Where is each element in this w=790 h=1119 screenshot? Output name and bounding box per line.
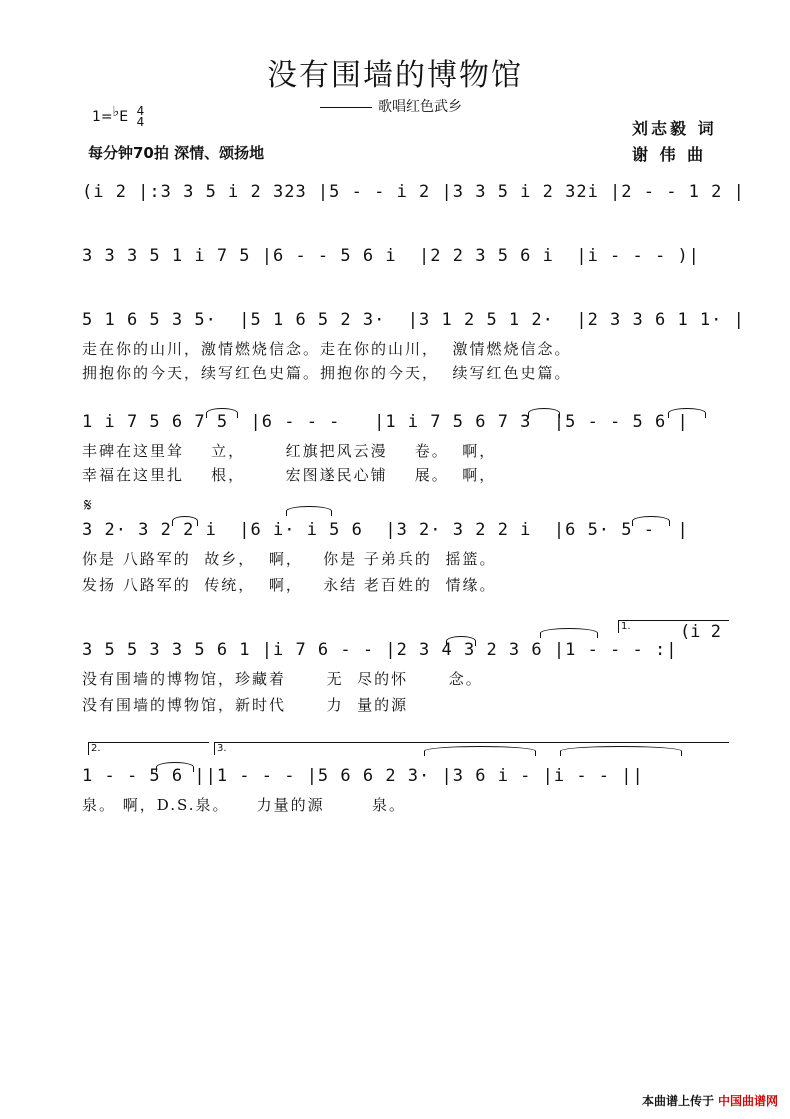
slur	[668, 408, 706, 418]
lyric-line-3b: 拥抱你的今天，续写红色史篇。拥抱你的今天， 续写红色史篇。	[82, 364, 572, 382]
notation-line-3: 5 1 6 5 3 5· |5 1 6 5 2 3· |3 1 2 5 1 2· |2 3 3 6 1 1· |	[82, 310, 745, 330]
key-signature	[92, 106, 144, 128]
slur	[632, 516, 670, 526]
lyric-line-4a: 丰碑在这里耸 立， 红旗把风云漫 卷。 啊，	[82, 442, 497, 460]
slur	[172, 516, 198, 526]
footer-text: 本曲谱上传于	[641, 1094, 714, 1108]
notation-line-4: 1 i 7 5 6 7 5 |6 - - - |1 i 7 5 6 7 3 |5 - - 5 6 |	[82, 412, 689, 432]
meter-bottom: 4	[136, 115, 145, 129]
slur	[424, 746, 536, 756]
subtitle	[320, 96, 462, 116]
volta-2	[88, 742, 209, 755]
slur	[528, 408, 560, 418]
segno-icon: 𝄋	[84, 495, 92, 516]
meter-top: 4	[136, 104, 145, 118]
repeat-pickup: (i 2	[680, 622, 721, 642]
slur	[560, 746, 682, 756]
lyricist-credit: 刘志毅 词	[632, 119, 717, 138]
lyric-line-7a: 泉。 啊，D.S.泉。 力量的源 泉。	[82, 796, 406, 814]
key-prefix: 1=	[92, 109, 113, 125]
notation-line-5: 3 2· 3 2 2 i |6 i· i 5 6 |3 2· 3 2 2 i |6 5· 5 - |	[82, 520, 689, 540]
flat-icon: ♭	[112, 104, 120, 120]
lyric-line-3a: 走在你的山川，激情燃烧信念。走在你的山川， 激情燃烧信念。	[82, 340, 572, 358]
slur	[540, 628, 598, 638]
notation-line-7: 1 - - 5 6 ||1 - - - |5 6 6 2 3· |3 6 i - |i - - ||	[82, 766, 644, 786]
tempo-marking: 每分钟70拍 深情、颂扬地	[88, 144, 265, 162]
volta-3-label: 3.	[217, 743, 227, 754]
footer	[642, 1092, 778, 1109]
lyric-line-6b: 没有围墙的博物馆，新时代 力 量的源	[82, 696, 409, 714]
notation-line-1: (i 2 |:3 3 5 i 2 323 |5 - - i 2 |3 3 5 i 2 32i |2 - - 1 2 |	[82, 182, 745, 202]
notation-line-2: 3 3 3 5 1 i 7 5 |6 - - 5 6 i |2 2 3 5 6 i |i - - - )|	[82, 246, 700, 266]
subtitle-dash	[320, 107, 372, 108]
volta-2-label: 2.	[91, 743, 101, 754]
song-title: 没有围墙的博物馆	[267, 58, 523, 93]
slur	[156, 762, 194, 772]
lyric-line-5a: 你是 八路军的 故乡， 啊， 你是 子弟兵的 摇篮。	[82, 550, 497, 568]
lyric-line-6a: 没有围墙的博物馆，珍藏着 无 尽的怀 念。	[82, 670, 483, 688]
site-logo[interactable]: 中国曲谱网	[717, 1094, 778, 1108]
slur	[206, 408, 238, 418]
slur	[286, 506, 332, 516]
composer-credit: 谢 伟 曲	[632, 145, 707, 164]
slur	[446, 636, 476, 646]
time-signature	[137, 106, 145, 128]
subtitle-text: 歌唱红色武乡	[378, 99, 462, 115]
lyric-line-4b: 幸福在这里扎 根， 宏图遂民心铺 展。 啊，	[82, 466, 497, 484]
volta-1-label: 1.	[621, 621, 631, 632]
notation-line-6: 3 5 5 3 3 5 6 1 |i 7 6 - - |2 3 4 3 2 3 6 |1 - - - :|	[82, 640, 678, 660]
lyric-line-5b: 发扬 八路军的 传统， 啊， 永结 老百姓的 情缘。	[82, 576, 497, 594]
key-note: E	[119, 109, 129, 125]
